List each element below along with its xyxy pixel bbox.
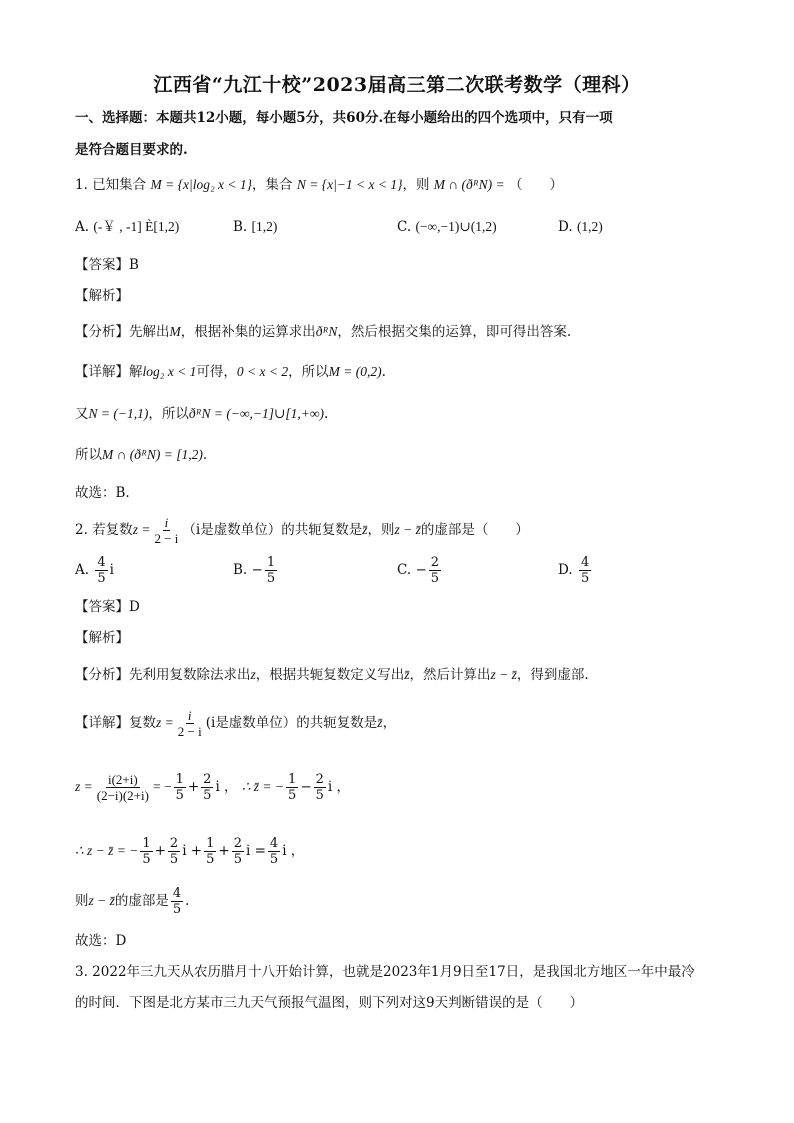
- expression: M ∩ (ðᴿN) =: [433, 177, 505, 192]
- denominator: 5: [288, 788, 297, 803]
- text: ，所以: [288, 364, 329, 380]
- math: z̄: [377, 715, 383, 730]
- detail-label: 【详解】: [75, 364, 129, 380]
- fraction: [95, 772, 151, 803]
- text: 则: [75, 893, 89, 909]
- question-2-stem: [75, 514, 529, 546]
- option-letter: B.: [233, 562, 248, 578]
- numerator: 2: [169, 836, 179, 851]
- q2-analysis-label: 【解析】: [75, 630, 129, 646]
- denominator: 5: [142, 852, 151, 867]
- option-letter: C.: [397, 219, 412, 235]
- detail-label: 【详解】: [75, 715, 129, 731]
- q1-option-c: [397, 217, 497, 237]
- q2-option-a: [75, 553, 114, 587]
- denominator: (2−i)(2+i): [96, 788, 149, 803]
- math: log₂ x < 1: [142, 364, 197, 379]
- numerator: 4: [580, 555, 590, 570]
- answer-paren: （ ）: [508, 177, 563, 193]
- stem-text: ，则: [367, 522, 395, 538]
- math: N = (−1,1): [88, 406, 149, 421]
- fraction: [429, 555, 441, 586]
- math: z − z̄: [490, 667, 517, 682]
- text: (i是虚数单位）的共轭复数是: [205, 715, 378, 731]
- answer-value: B: [129, 257, 139, 273]
- math: +: [187, 779, 200, 795]
- option-text: (−∞,−1)∪(1,2): [415, 219, 497, 234]
- math: z =: [156, 715, 174, 730]
- denominator: 5: [233, 852, 242, 867]
- option-text: (1,2): [576, 219, 603, 234]
- option-letter: B.: [233, 219, 248, 235]
- text: 又: [75, 406, 89, 422]
- answer-value: D: [129, 599, 140, 615]
- q2-fenxi: [75, 665, 589, 685]
- math: ðᴿN = (−∞,−1]∪[1,+∞): [188, 406, 324, 421]
- numerator: 1: [288, 772, 297, 787]
- math: M ∩ (ðᴿN) = [1,2): [102, 447, 203, 462]
- fraction: [286, 772, 298, 803]
- denominator: 5: [172, 902, 182, 917]
- option-text: (-￥ , -1] È[1,2): [93, 219, 180, 234]
- math: i ，: [327, 779, 351, 795]
- math: i +: [182, 843, 203, 859]
- math: +: [154, 843, 166, 859]
- fenxi-label: 【分析】: [75, 667, 129, 683]
- text: 所以: [75, 447, 102, 463]
- q2-answer: [75, 597, 140, 617]
- numerator: 1: [142, 836, 151, 851]
- q2-option-b: [233, 553, 279, 587]
- numerator: i(2+i): [107, 772, 138, 787]
- math: = −: [152, 779, 172, 794]
- q2-conclusion: 故选：D: [75, 933, 127, 949]
- numerator: 2: [315, 772, 324, 787]
- set-n: N = {x|−1 < x < 1}: [296, 177, 403, 192]
- numerator: 4: [97, 555, 106, 570]
- text: ，然后根据交集的运算，即可得出答案.: [337, 324, 572, 340]
- stem-text: ，集合: [252, 177, 293, 193]
- denominator: 5: [430, 571, 440, 586]
- denominator: 5: [269, 852, 279, 867]
- q1-conclusion: 故选：B.: [75, 485, 130, 501]
- numerator: 4: [172, 886, 182, 901]
- fraction: [204, 836, 216, 867]
- math: z − z̄: [88, 893, 115, 908]
- option-letter: C.: [397, 562, 412, 578]
- q2-detail-line3: [75, 834, 304, 868]
- denominator: 5: [175, 788, 184, 803]
- question-3-line1: 3. 2022年三九天从农历腊月十八开始计算，也就是2023年1月9日至17日，是我国北方地区一年中最冷: [75, 964, 695, 980]
- q2-detail-line1: [75, 706, 396, 740]
- option-letter: D.: [558, 219, 573, 235]
- fraction: [176, 708, 204, 739]
- fraction: [140, 836, 152, 867]
- text: 的虚部是: [114, 893, 169, 909]
- denominator: 5: [315, 788, 324, 803]
- denominator: 5: [580, 571, 590, 586]
- numerator: 2: [430, 555, 440, 570]
- denominator: 5: [206, 852, 215, 867]
- numerator: 4: [269, 836, 279, 851]
- text: .: [381, 364, 386, 380]
- numerator: i: [164, 515, 169, 530]
- math: ∴ z − z̄ = −: [75, 843, 139, 858]
- question-3-line2: 的时间．下图是北方某市三九天气预报气温图，则下列对这9天判断错误的是（ ）: [75, 995, 584, 1011]
- option-letter: A.: [75, 219, 90, 235]
- text: ，然后计算出: [409, 667, 491, 683]
- option-text: i: [109, 562, 114, 578]
- text: .: [323, 406, 329, 422]
- denominator: 2 − i: [177, 724, 202, 739]
- text: ，根据补集的运算求出: [180, 324, 316, 340]
- math: z̄: [362, 522, 368, 537]
- section-heading-line1: 一、选择题：本题共12小题，每小题5分，共60分.在每小题给出的四个选项中，只有一项: [75, 110, 613, 126]
- stem-text: 若复数: [92, 522, 133, 538]
- stem-text: 已知集合: [92, 177, 147, 193]
- answer-label: 【答案】: [75, 599, 129, 615]
- q1-option-a: [75, 217, 179, 237]
- option-sign: −: [415, 562, 427, 578]
- text: ，得到虚部.: [516, 667, 589, 683]
- text: 解: [129, 364, 143, 380]
- denominator: 5: [266, 571, 276, 586]
- numerator: i: [187, 708, 192, 723]
- fraction: [314, 772, 326, 803]
- denominator: 5: [203, 788, 212, 803]
- option-letter: A.: [75, 562, 90, 578]
- option-letter: D.: [558, 562, 573, 578]
- question-number: 1.: [75, 177, 88, 193]
- stem-text: ，则: [402, 177, 430, 193]
- denominator: 5: [97, 571, 106, 586]
- q1-detail-line3: [75, 445, 207, 465]
- math: +: [218, 843, 230, 859]
- math: z =: [132, 522, 151, 537]
- math: i ，: [282, 843, 305, 859]
- q2-option-c: [397, 553, 443, 587]
- math: z − z̄: [394, 522, 421, 537]
- fraction: [201, 772, 213, 803]
- stem-text: （i是虚数单位）的共轭复数是: [182, 522, 363, 538]
- denominator: 5: [169, 852, 179, 867]
- fenxi-label: 【分析】: [75, 324, 129, 340]
- numerator: 1: [175, 772, 184, 787]
- answer-label: 【答案】: [75, 257, 129, 273]
- section-heading-line2: 是符合题目要求的.: [75, 142, 188, 158]
- stem-text: 的虚部是（ ）: [420, 522, 529, 538]
- math: −: [300, 779, 312, 795]
- page-title: 江西省“九江十校”2023届高三第二次联考数学（理科）: [153, 74, 641, 96]
- text: ，根据共轭复数定义写出: [255, 667, 405, 683]
- q2-detail-line4: [75, 884, 189, 918]
- text: 先利用复数除法求出: [129, 667, 251, 683]
- q1-detail-line2: [75, 404, 328, 424]
- question-1-stem: [75, 175, 563, 195]
- math: z =: [75, 779, 93, 794]
- fraction: [95, 555, 107, 586]
- text: ，所以: [148, 406, 189, 422]
- option-text: [1,2): [251, 219, 278, 234]
- text: 复数: [129, 715, 156, 731]
- text: .: [185, 893, 190, 909]
- q2-detail-line2: [75, 770, 350, 804]
- fraction: [265, 555, 277, 586]
- fraction: [174, 772, 186, 803]
- math: 0 < x < 2: [236, 364, 289, 379]
- q1-option-d: [558, 217, 603, 237]
- text: .: [202, 447, 208, 463]
- numerator: 2: [233, 836, 242, 851]
- q1-option-b: [233, 217, 277, 237]
- text: 可得，: [196, 364, 237, 380]
- denominator: 2 − i: [154, 531, 179, 546]
- numerator: 1: [206, 836, 215, 851]
- q1-detail-line1: [75, 362, 386, 382]
- text: ，: [382, 715, 397, 731]
- fraction: [232, 836, 244, 867]
- math: z: [250, 667, 256, 682]
- q1-fenxi: [75, 322, 571, 342]
- math: ∴ z̄ = −: [241, 779, 285, 794]
- text: 先解出: [129, 324, 170, 340]
- fraction: [579, 555, 591, 586]
- numerator: 2: [203, 772, 212, 787]
- fraction: [152, 515, 180, 546]
- q1-analysis-label: 【解析】: [75, 288, 129, 304]
- q2-option-d: [558, 553, 593, 587]
- math: M = (0,2): [328, 364, 382, 379]
- math: i ，: [215, 779, 238, 795]
- fraction: [268, 836, 280, 867]
- numerator: 1: [266, 555, 276, 570]
- question-number: 2.: [75, 522, 88, 538]
- math: i =: [245, 843, 266, 859]
- fraction: [168, 836, 180, 867]
- fraction: [171, 886, 183, 917]
- q1-answer: [75, 255, 139, 275]
- math: ðᴿN: [315, 324, 338, 339]
- option-sign: −: [251, 562, 263, 578]
- set-m: M = {x|log₂ x < 1}: [150, 177, 253, 192]
- math: z̄: [404, 667, 410, 682]
- math: M: [169, 324, 181, 339]
